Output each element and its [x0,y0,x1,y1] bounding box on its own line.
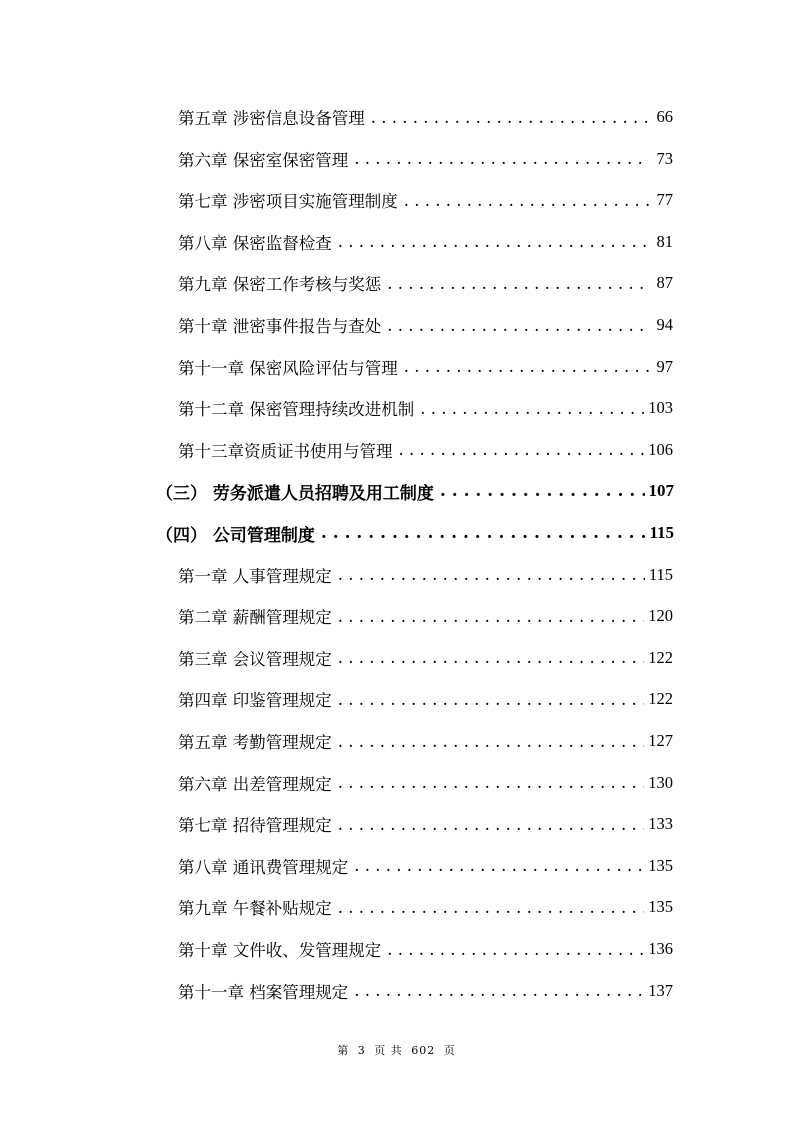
toc-dot-leader [338,773,645,792]
toc-entry-title: 第十章 泄密事件报告与查处 [178,317,382,336]
toc-entry-title: 第七章 涉密项目实施管理制度 [178,192,398,212]
toc-entry-title: 第一章 人事管理规定 [178,566,332,586]
toc-entry-page-number: 137 [648,980,673,1000]
toc-dot-leader [338,898,645,917]
toc-entry-page-number: 120 [648,606,673,626]
toc-entry-page-number: 136 [648,939,673,958]
toc-dot-leader [420,399,644,418]
toc-entry[interactable] [178,103,673,131]
toc-entry-title: 第二章 薪酬管理规定 [178,608,332,628]
toc-entry-title: 第八章 通讯费管理规定 [178,857,349,877]
toc-dot-leader [399,440,645,459]
toc-entry-page-number: 130 [648,772,673,792]
toc-entry-page-number: 127 [648,731,673,750]
toc-entry-page-number: 97 [656,356,673,376]
toc-dot-leader [338,690,645,709]
toc-dot-leader [338,648,645,667]
toc-entry-title: 第五章 涉密信息设备管理 [178,109,365,128]
toc-entry[interactable] [178,353,673,381]
toc-dot-leader [404,191,649,210]
toc-dot-leader [387,274,649,293]
toc-entry-page-number: 133 [648,814,673,834]
toc-entry-title: 第十一章 保密风险评估与管理 [178,358,398,378]
toc-entry[interactable] [178,269,673,297]
toc-entry-page-number: 122 [648,647,673,667]
toc-entry[interactable] [178,769,673,797]
toc-entry[interactable] [178,977,673,1005]
footer-prefix: 第 [337,1044,350,1057]
toc-dot-leader [387,940,644,959]
toc-entry-page-number: 106 [648,439,673,459]
toc-entry-page-number: 135 [648,855,673,875]
footer-current-page: 3 [357,1044,366,1057]
toc-entry-title: 第五章 考勤管理规定 [178,733,332,752]
toc-entry-title: 第六章 出差管理规定 [178,774,332,794]
toc-entry[interactable] [178,311,673,339]
toc-dot-leader [338,565,645,584]
toc-entry-page-number: 73 [656,148,673,168]
toc-entry[interactable] [178,893,673,921]
toc-entry[interactable] [178,644,673,672]
toc-entry-title: 第十章 文件收、发管理规定 [178,941,382,960]
toc-entry[interactable] [156,519,674,547]
toc-entry-page-number: 135 [648,897,673,917]
footer-suffix: 页 [443,1044,456,1057]
toc-entry[interactable] [178,561,673,589]
toc-entry[interactable] [178,145,673,173]
toc-entry-page-number: 87 [656,273,673,293]
toc-entry-title: 第十三章资质证书使用与管理 [178,441,393,461]
toc-dot-leader [321,523,646,543]
toc-entry-title: 第十一章 档案管理规定 [178,982,349,1002]
toc-entry[interactable] [178,810,673,838]
toc-entry-page-number: 94 [656,315,673,334]
toc-entry[interactable] [178,852,673,880]
toc-entry-title: （四） 公司管理制度 [156,525,315,546]
toc-entry-title: 第三章 会议管理规定 [178,649,332,669]
toc-entry-page-number: 66 [656,107,673,126]
toc-dot-leader [338,607,645,626]
toc-entry-title: 第八章 保密监督检查 [178,233,332,253]
toc-entry-page-number: 103 [648,398,673,418]
toc-dot-leader [404,357,649,376]
toc-dot-leader [387,316,649,335]
toc-dot-leader [338,815,645,834]
toc-entry[interactable] [178,935,673,963]
toc-dot-leader [354,149,649,168]
toc-entry[interactable] [156,477,674,505]
toc-entry-title: 第四章 印鉴管理规定 [178,691,332,711]
toc-entry-title: 第九章 保密工作考核与奖惩 [178,275,382,295]
toc-dot-leader [354,981,644,1000]
toc-entry-page-number: 77 [656,190,673,210]
toc-dot-leader [338,732,645,751]
toc-dot-leader [440,481,645,501]
toc-entry-page-number: 107 [648,481,674,501]
toc-entry-title: （三） 劳务派遣人员招聘及用工制度 [156,483,434,504]
toc-entry[interactable] [178,602,673,630]
toc-entry-title: 第七章 招待管理规定 [178,816,332,836]
toc-entry[interactable] [178,186,673,214]
toc-entry-title: 第六章 保密室保密管理 [178,150,349,170]
footer-total-pages: 602 [411,1044,436,1057]
toc-entry-title: 第九章 午餐补贴规定 [178,899,332,919]
toc-dot-leader [371,108,649,127]
toc-dot-leader [354,856,644,875]
toc-entry[interactable] [178,727,673,755]
toc-entry-page-number: 115 [649,523,674,542]
toc-entry-page-number: 122 [648,689,673,709]
toc-entry[interactable] [178,436,673,464]
toc-entry-page-number: 81 [656,231,673,251]
toc-entry-page-number: 115 [648,564,673,584]
page-footer [0,1042,793,1058]
toc-entry[interactable] [178,394,673,422]
toc-entry-title: 第十二章 保密管理持续改进机制 [178,400,415,420]
toc-dot-leader [338,232,649,251]
toc-entry[interactable] [178,685,673,713]
toc-entry[interactable] [178,228,673,256]
footer-middle: 页 共 [374,1044,403,1057]
